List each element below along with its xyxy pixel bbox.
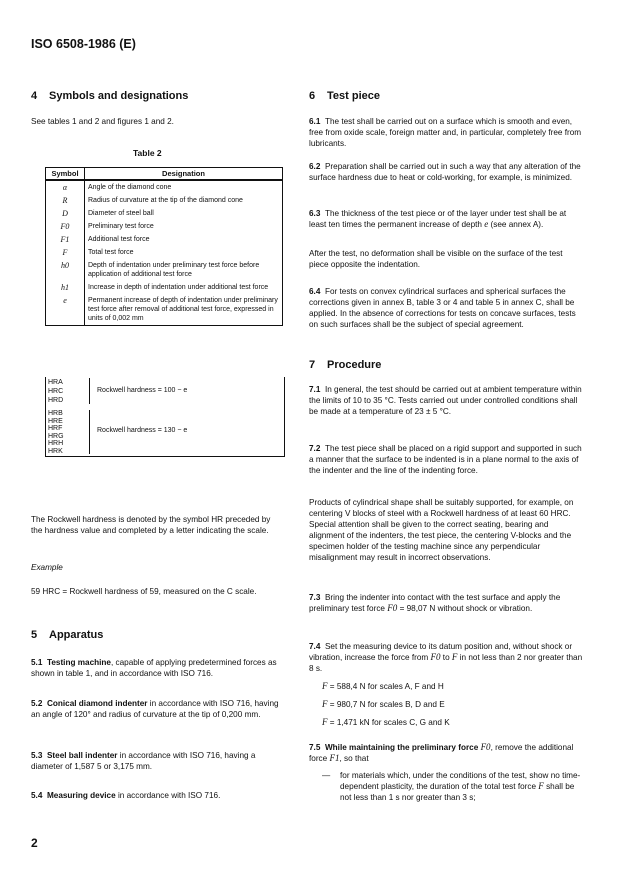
brace-2: [89, 410, 90, 454]
section-4-intro: See tables 1 and 2 and figures 1 and 2.: [31, 117, 174, 126]
clause-5-2: 5.2 Conical diamond indenter in accordance with ISO 716, having an angle of 120° and radius of curvature at the tip of 0,200 mm.: [31, 699, 279, 719]
symbol-cell: D: [46, 207, 85, 220]
designation-cell: Total test force: [85, 246, 283, 259]
example-text: 59 HRC = Rockwell hardness of 59, measured on the C scale.: [31, 587, 257, 596]
example-label: Example: [31, 563, 63, 572]
designation-cell: Increase in depth of indentation under additional test force: [85, 281, 283, 294]
section-6-heading: 6 Test piece: [309, 90, 380, 102]
clause-7-1: 7.1 In general, the test should be carried out at ambient temperature within the limits of 10 to 35 °C. Tests carried out under controlled conditions shall be made at a temperature of 23 ± 5 °C.: [309, 385, 582, 416]
clause-7-2-para-2: Products of cylindrical shape shall be suitably supported, for example, on centering V blocks of steel with a Rockwell hardness of at least 60 HRC. Special attention shall be given to the correct seating, bearing and alignment of the indenters, the test piece, the centering V-blocks and the specimen holder of the testing machine since any perpendicular misalignment may result in incorrect observations.: [309, 498, 574, 562]
symbol-cell: e: [46, 294, 85, 326]
hr-scales-table: [45, 377, 285, 457]
hr-group-2-formula: Rockwell hardness = 130 − e: [97, 427, 188, 434]
document-header: ISO 6508-1986 (E): [31, 37, 136, 51]
table-row: [46, 220, 283, 233]
clause-6-3: 6.3 The thickness of the test piece or of the layer under test shall be at least ten times the permanent increase of depth e (see annex A).: [309, 209, 567, 229]
table-title: Table 2: [133, 148, 162, 158]
hr-group-1-formula: Rockwell hardness = 100 − e: [97, 387, 188, 394]
symbol-cell: h1: [46, 281, 85, 294]
symbol-cell: F: [46, 246, 85, 259]
clause-6-4: 6.4 For tests on convex cylindrical surfaces and spherical surfaces the corrections given in annex B, table 3 or 4 and table 5 in annex C, shall be applied. In the absence of corrections for tests on concave surfaces, tests on such surfaces shall be the subject of special agreement.: [309, 287, 576, 329]
clause-7-4: 7.4 Set the measuring device to its datum position and, without shock or vibration, increase the force from F0 to F in not less than 2 nor greater than 8 s.: [309, 642, 583, 673]
page-number: 2: [31, 836, 38, 850]
designation-cell: Angle of the diamond cone: [85, 180, 283, 194]
clause-7-5: 7.5 While maintaining the preliminary force F0, remove the additional force F1, so that: [309, 742, 574, 763]
table-row: [46, 281, 283, 294]
section-4-heading: 4 Symbols and designations: [31, 90, 189, 102]
hr-group-2-symbols: HRB HRE HRF HRG HRH HRK: [48, 410, 64, 455]
designation-cell: Additional test force: [85, 233, 283, 246]
clause-5-3: 5.3 Steel ball indenter in accordance with ISO 716, having a diameter of 1,587 5 or 3,175 mm.: [31, 751, 256, 771]
symbol-cell: α: [46, 180, 85, 194]
col-header-designation: Designation: [85, 168, 283, 181]
clause-7-5-item: for materials which, under the conditions of the test, show no time-dependent plasticity, the duration of the total test force F shall be not less than 1 s nor greater than 3 s;: [340, 771, 581, 802]
table-row: [46, 180, 283, 194]
brace-1: [89, 378, 90, 404]
clause-5-1: 5.1 Testing machine, capable of applying predetermined forces as shown in table 1, and in accordance with ISO 716.: [31, 658, 277, 678]
symbol-cell: F1: [46, 233, 85, 246]
symbol-cell: h0: [46, 259, 85, 281]
table-row: [46, 233, 283, 246]
clause-6-3-para-2: After the test, no deformation shall be visible on the surface of the test piece opposite the indentation.: [309, 249, 563, 269]
table-row: [46, 207, 283, 220]
section-4-para: The Rockwell hardness is denoted by the symbol HR preceded by the hardness value and completed by a letter indicating the scale.: [31, 515, 271, 535]
symbol-cell: R: [46, 194, 85, 207]
section-5-heading: 5 Apparatus: [31, 629, 104, 641]
symbols-table: [45, 167, 283, 326]
table-row: [46, 294, 283, 326]
clause-6-2: 6.2 Preparation shall be carried out in such a way that any alteration of the surface hardness due to heat or cold-working, for example, is minimized.: [309, 162, 581, 182]
table-row: [46, 194, 283, 207]
designation-cell: Diameter of steel ball: [85, 207, 283, 220]
table-row: [46, 259, 283, 281]
clause-5-4: 5.4 Measuring device in accordance with ISO 716.: [31, 791, 221, 800]
hr-group-1-symbols: HRA HRC HRD: [48, 379, 64, 404]
table-row: [46, 246, 283, 259]
clause-7-2: 7.2 The test piece shall be placed on a rigid support and supported in such a manner that the surface to be indented is in a plane normal to the axis of the indenter and the line of the indenting force.: [309, 444, 582, 475]
designation-cell: Depth of indentation under preliminary test force before application of additional test force: [85, 259, 283, 281]
designation-cell: Permanent increase of depth of indentation under preliminary test force after removal of additional test force, expressed in units of 0,002 mm: [85, 294, 283, 326]
designation-cell: Preliminary test force: [85, 220, 283, 233]
section-7-heading: 7 Procedure: [309, 359, 382, 371]
force-line-1: F = 588,4 N for scales A, F and H: [322, 681, 444, 691]
force-line-3: F = 1,471 kN for scales C, G and K: [322, 717, 450, 727]
clause-6-1: 6.1 The test shall be carried out on a surface which is smooth and even, free from oxide scale, foreign matter and, in particular, completely free from lubricants.: [309, 117, 582, 148]
designation-cell: Radius of curvature at the tip of the diamond cone: [85, 194, 283, 207]
col-header-symbol: Symbol: [46, 168, 85, 181]
clause-7-5-dash: —: [322, 771, 331, 780]
force-line-2: F = 980,7 N for scales B, D and E: [322, 699, 445, 709]
symbol-cell: F0: [46, 220, 85, 233]
clause-7-3: 7.3 Bring the indenter into contact with the test surface and apply the preliminary test force F0 = 98,07 N without shock or vibration.: [309, 593, 561, 613]
